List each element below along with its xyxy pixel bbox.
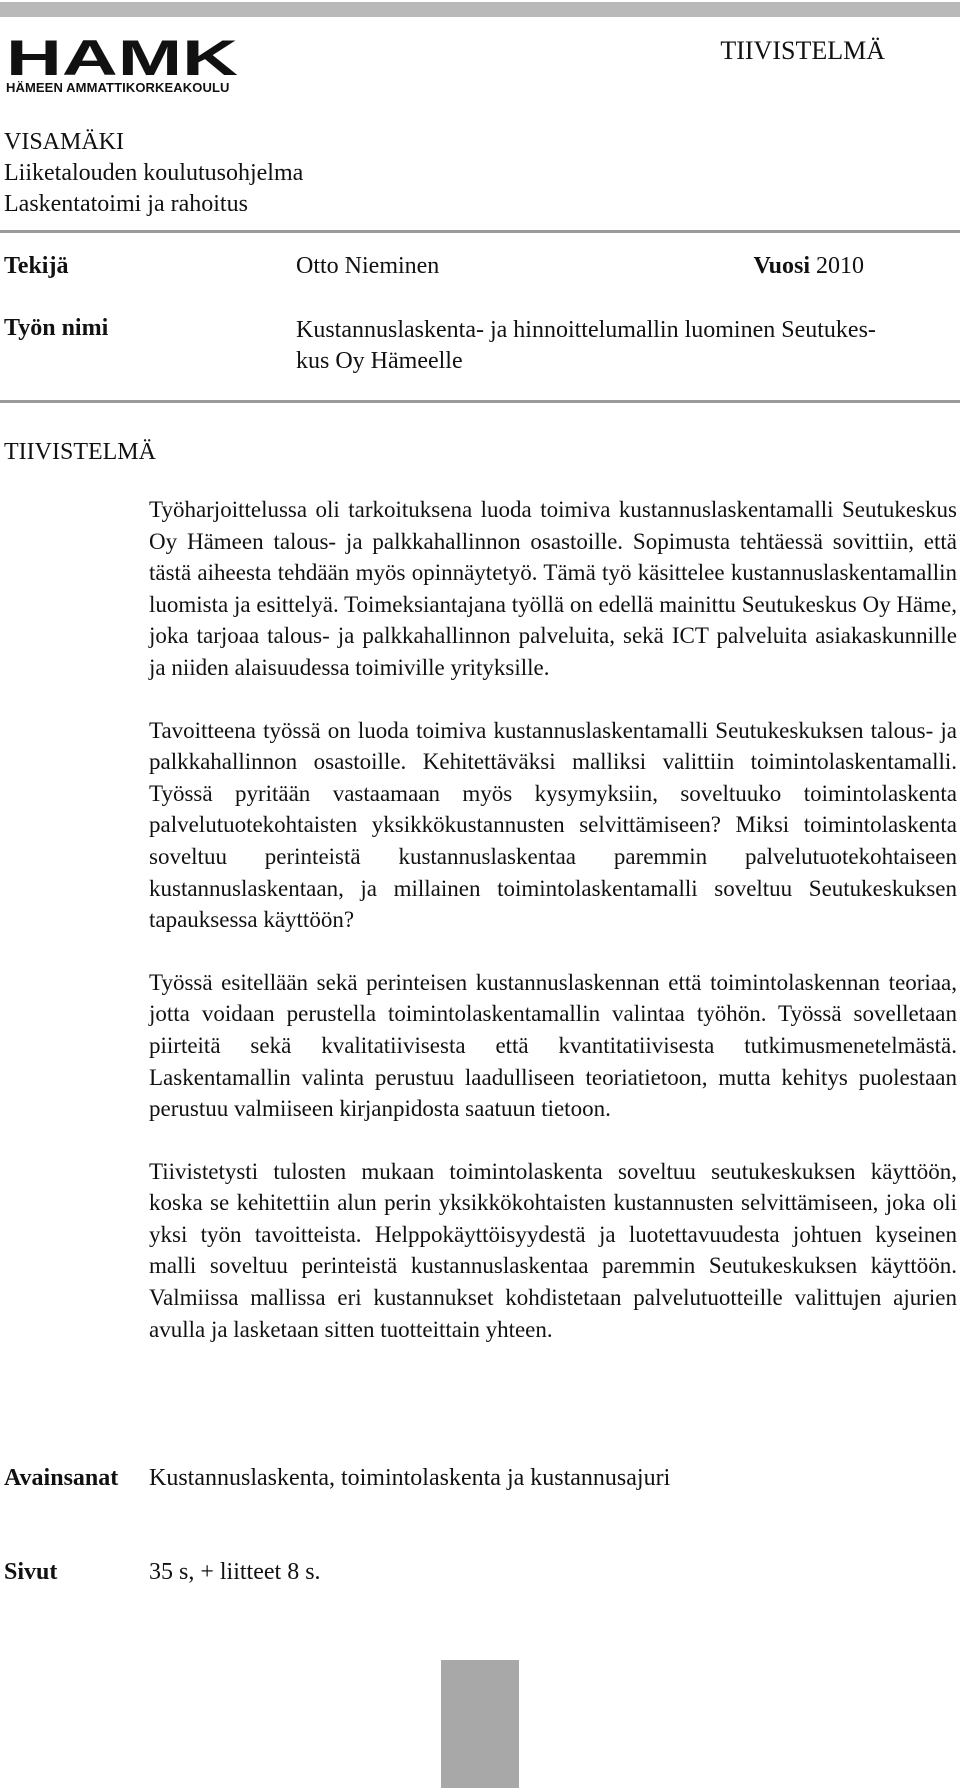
top-divider-bar xyxy=(0,2,960,17)
abstract-paragraph: Tiivistetysti tulosten mukaan toimintolaskenta soveltuu seutukeskuksen käyttöön, koska se kehitettiin alun perin yksikkökohtaisten kustannusten selvittämiseen, joka oli yksi työn tavoitteista. Helppokäyttöisyydestä ja luotettavuudesta johtuen kyseinen malli soveltuu perinteistä kustannuslaskentaa paremmin Seutukeskuksen käyttöön. Valmiissa mallissa eri kustannukset kohdistetaan palvelutuotteille valittujen ajurien avulla ja lasketaan sitten tuotteittain yhteen. xyxy=(149,1158,957,1342)
logo-subtitle: HÄMEEN AMMATTIKORKEAKOULU xyxy=(6,80,230,95)
author-label: Tekijä xyxy=(4,253,69,279)
section-divider xyxy=(0,400,960,403)
abstract-heading: TIIVISTELMÄ xyxy=(4,439,156,465)
author-name: Otto Nieminen xyxy=(296,253,440,279)
specialization: Laskentatoimi ja rahoitus xyxy=(4,191,248,217)
keywords-value: Kustannuslaskenta, toimintolaskenta ja kustannusajuri xyxy=(149,1465,671,1491)
year-field xyxy=(754,253,864,280)
hamk-logo-mark xyxy=(6,34,240,78)
hamk-logo xyxy=(6,34,246,95)
pages-label: Sivut xyxy=(4,1559,58,1585)
abstract-paragraph: Työharjoittelussa oli tarkoituksena luoda toimiva kustannuslaskentamalli Seutukeskus Oy Hämeen talous- ja palkkahallinnon osastoille. Sopimusta tehtäessä sovittiin, että tästä aiheesta tehdään myös opinnäytetyö. Tämä työ käsittelee kustannuslaskentamallin luomista ja esittelyä. Toimeksiantajana työllä on edellä mainittu Seutukeskus Oy Häme, joka tarjoaa talous- ja palkkahallinnon palveluita, sekä ICT palveluita asiakaskunnille ja niiden alaisuudessa toimiville yrityksille. xyxy=(149,497,957,680)
year-label: Vuosi xyxy=(753,253,810,279)
institution-block xyxy=(4,127,303,220)
logo-wordmark: HAMK xyxy=(6,34,238,78)
thesis-title-line: kus Oy Hämeelle xyxy=(296,348,463,374)
thesis-title-line: Kustannuslaskenta- ja hinnoittelumallin luominen Seutukes- xyxy=(296,317,876,343)
thesis-title-label: Työn nimi xyxy=(4,315,109,341)
thesis-title xyxy=(296,315,936,377)
pages-value: 35 s, + liitteet 8 s. xyxy=(149,1559,321,1585)
section-divider xyxy=(0,230,960,233)
footer-decoration xyxy=(441,1660,519,1788)
abstract-paragraph: Työssä esitellään sekä perinteisen kustannuslaskennan että toimintolaskennan teoriaa, jotta voidaan perustella toimintolaskentamallin valintaa työhön. Työssä sovelletaan piirteitä sekä kvalitatiivisesta että kvantitatiivisesta tutkimusmenetelmästä. Laskentamallin valinta perustuu laadulliseen teoriatietoon, mutta kehitys puolestaan perustuu valmiiseen kirjanpidosta saatuun tietoon. xyxy=(149,969,957,1122)
keywords-label: Avainsanat xyxy=(4,1465,119,1491)
campus-name: VISAMÄKI xyxy=(4,129,124,155)
abstract-paragraph: Tavoitteena työssä on luoda toimiva kustannuslaskentamalli Seutukeskuksen talous- ja palkkahallinnon osastoille. Kehitettäväksi malliksi valittiin toimintolaskentamalli. Työssä pyritään vastaamaan myös kysymyksiin, soveltuuko toimintolaskenta palvelutuotekohtaisten yksikkökustannusten selvittämiseen? Miksi toimintolaskenta soveltuu perinteistä kustannuslaskentaa paremmin palvelutuotekohtaiseen kustannuslaskentaan, ja millainen toimintolaskentamalli soveltuu Seutukeskuksen tapauksessa käyttöön? xyxy=(149,717,957,933)
document-type-label: TIIVISTELMÄ xyxy=(720,36,885,65)
degree-program: Liiketalouden koulutusohjelma xyxy=(4,160,304,186)
abstract-body xyxy=(149,494,957,1376)
year-value: 2010 xyxy=(816,253,864,279)
